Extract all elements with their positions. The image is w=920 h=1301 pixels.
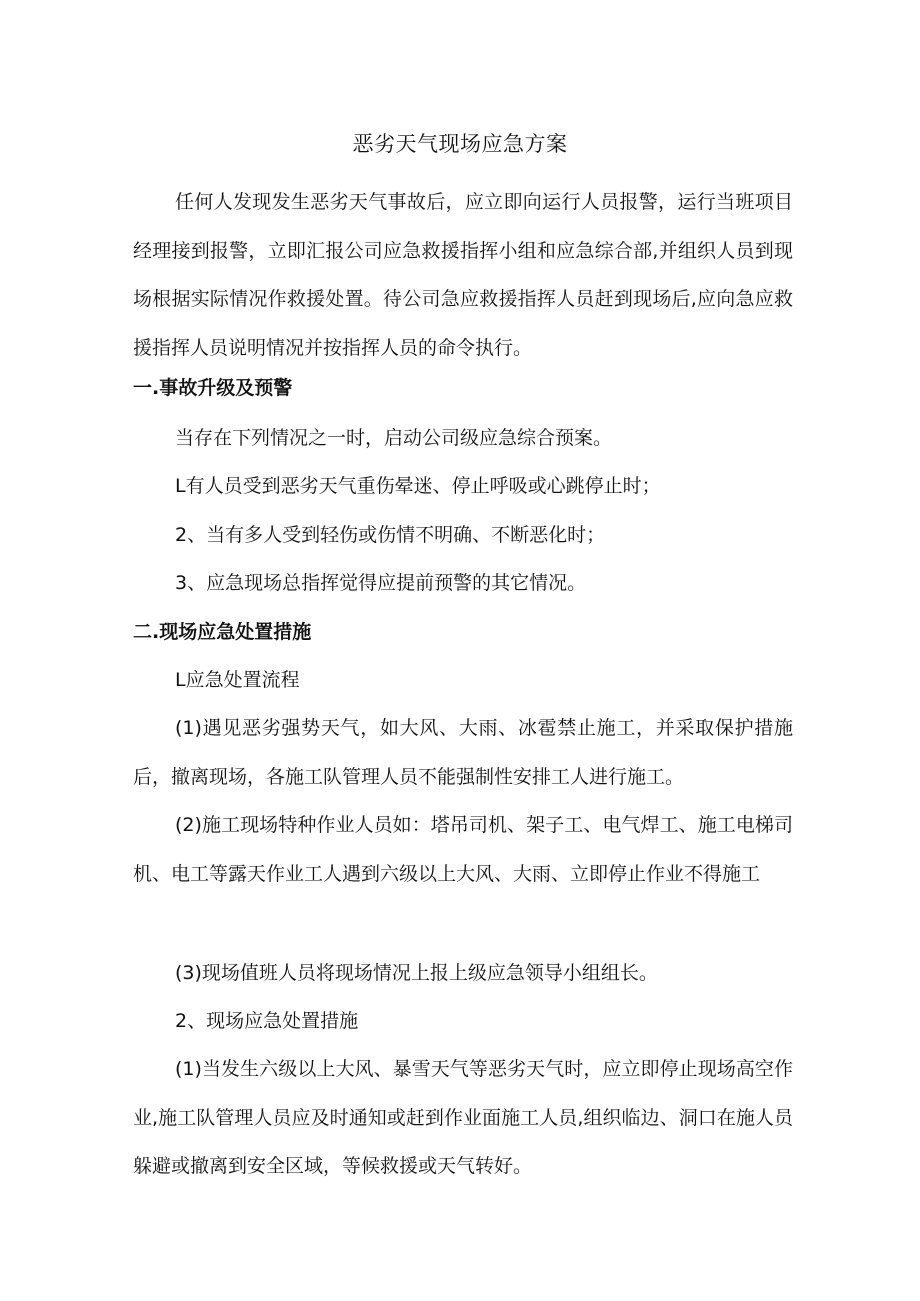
- document-title: 恶劣天气现场应急方案: [352, 132, 568, 156]
- escalation-lead: 当存在下列情况之一时，启动公司级应急综合预案。: [175, 427, 613, 449]
- escalation-item-2: 2、当有多人受到轻伤或伤情不明确、不断恶化时；: [175, 524, 606, 546]
- procedure-paragraph-3: (3)现场值班人员将现场情况上报上级应急领导小组组长。: [175, 962, 658, 984]
- measures-paragraph-1: (1)当发生六级以上大风、暴雪天气等恶劣天气时，应立即停止现场高空作业,施工队管理人员应及时通知或赶到作业面施工人员,组织临边、洞口在施人员躲避或撤离到安全区域，等候救援或天气转好。: [133, 1058, 793, 1177]
- subheading-measures: 2、现场应急处置措施: [175, 1010, 359, 1032]
- intro-paragraph: 任何人发现发生恶劣天气事故后，应立即向运行人员报警，运行当班项目经理接到报警，立即汇报公司应急救援指挥小组和应急综合部,并组织人员到现场根据实际情况作救援处置。待公司急应救援指挥人员赶到现场后,应向急应救援指挥人员说明情况并按指挥人员的命令执行。: [133, 191, 793, 359]
- procedure-paragraph-2: (2)施工现场特种作业人员如：塔吊司机、架子工、电气焊工、施工电梯司机、电工等露天作业工人遇到六级以上大风、大雨、立即停止作业不得施工: [133, 814, 793, 885]
- escalation-item-3: 3、应急现场总指挥觉得应提前预警的其它情况。: [175, 572, 587, 594]
- procedure-paragraph-1: (1)遇见恶劣强势天气，如大风、大雨、冰雹禁止施工，并采取保护措施后，撤离现场，各施工队管理人员不能强制性安排工人进行施工。: [133, 717, 793, 788]
- section-heading-response: 二.现场应急处置措施: [133, 621, 312, 643]
- subheading-procedure: L应急处置流程: [175, 669, 300, 691]
- section-heading-escalation: 一.事故升级及预警: [133, 377, 293, 399]
- escalation-item-1: L有人员受到恶劣天气重伤晕迷、停止呼吸或心跳停止时；: [175, 475, 661, 497]
